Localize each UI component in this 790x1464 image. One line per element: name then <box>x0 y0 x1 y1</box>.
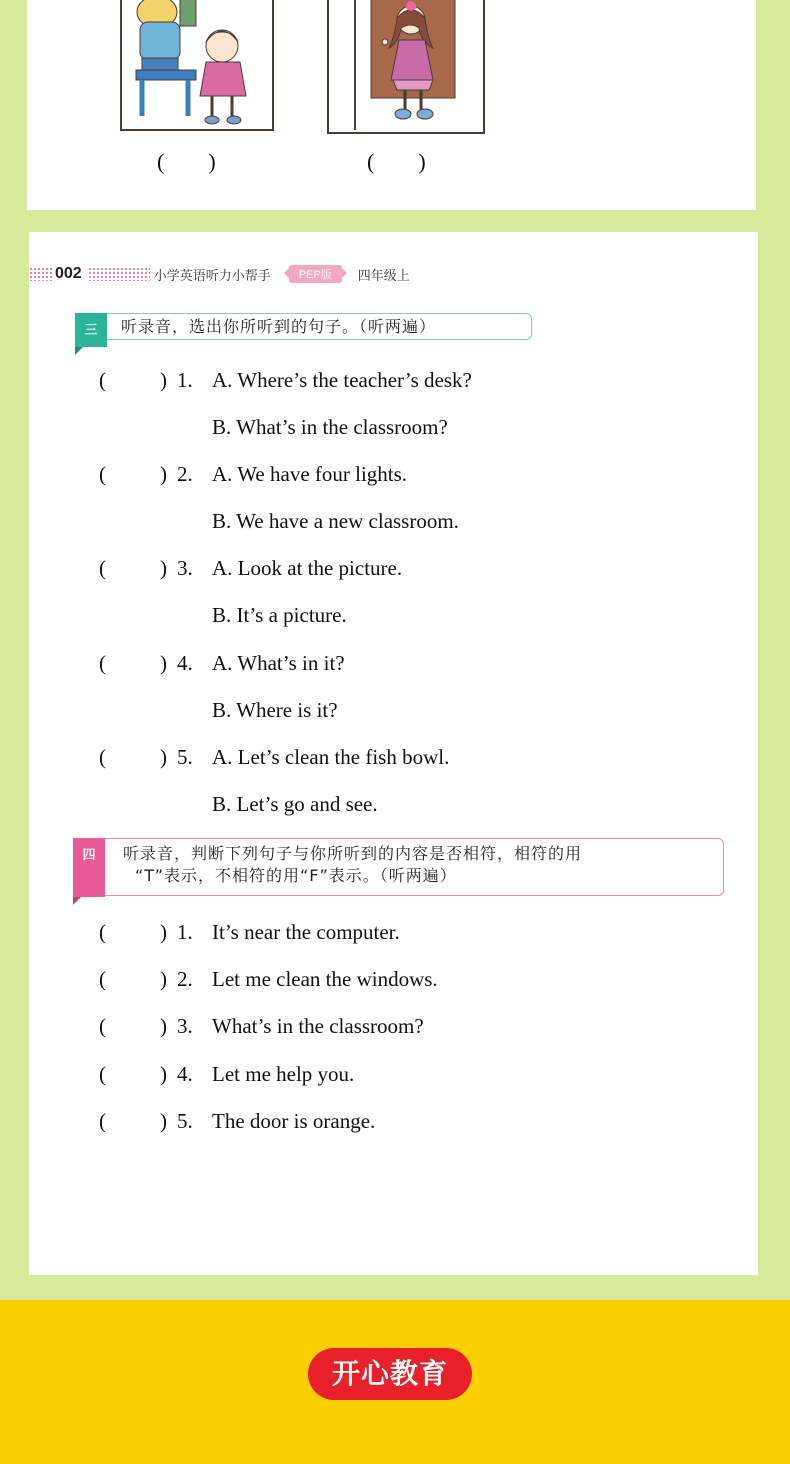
section-4-instruction-line-1: 听录音，判断下列句子与你所听到的内容是否相符，相符的用 <box>123 844 583 863</box>
option-text: A. Let’s clean the fish bowl. <box>212 745 450 769</box>
answer-paren-open[interactable]: ( <box>99 462 106 486</box>
worksheet-panel <box>29 232 758 1275</box>
question-number: 4. <box>177 651 193 675</box>
edition-badge: PEP版 <box>289 265 342 283</box>
option-text: B. Where is it? <box>212 698 338 722</box>
question-number: 2. <box>177 967 193 991</box>
question-row <box>29 648 758 678</box>
grade-label: 四年级上 <box>357 267 410 283</box>
question-row <box>29 1106 758 1136</box>
option-text: B. It’s a picture. <box>212 603 347 627</box>
answer-paren-open[interactable]: ( <box>99 745 106 769</box>
question-number: 1. <box>177 368 193 392</box>
answer-paren-close: ) <box>160 556 167 580</box>
question-number: 1. <box>177 920 193 944</box>
option-text: A. What’s in it? <box>212 651 345 675</box>
answer-paren-open[interactable]: ( <box>99 1062 106 1086</box>
question-number: 5. <box>177 1109 193 1133</box>
option-text: B. We have a new classroom. <box>212 509 459 533</box>
section-4-instruction <box>105 838 724 896</box>
answer-paren-close: ) <box>160 462 167 486</box>
page-header <box>29 264 410 284</box>
answer-paren-close: ) <box>160 967 167 991</box>
option-text: A. Look at the picture. <box>212 556 403 580</box>
statement-text: Let me clean the windows. <box>212 967 438 991</box>
answer-paren-open[interactable]: ( <box>99 967 106 991</box>
answer-paren-close: ) <box>160 651 167 675</box>
answer-paren-close: ) <box>160 1014 167 1038</box>
illustration-art <box>122 0 272 129</box>
answer-paren-close: ) <box>160 368 167 392</box>
illustration-boy-girl-wall <box>120 0 274 131</box>
question-row <box>29 742 758 772</box>
brand-logo: 开心教育 <box>308 1348 472 1400</box>
option-text: B. Let’s go and see. <box>212 792 378 816</box>
question-row <box>29 917 758 947</box>
question-row <box>29 553 758 583</box>
answer-paren-open[interactable]: ( <box>99 920 106 944</box>
question-number: 3. <box>177 556 193 580</box>
section-4-instruction-line-2: “T”表示，不相符的用“F”表示。（听两遍） <box>135 866 457 885</box>
footer-banner <box>0 1300 790 1464</box>
section-4-header <box>73 838 724 897</box>
question-row <box>29 695 758 725</box>
question-row <box>29 1059 758 1089</box>
section-4-tag: 四 <box>73 838 105 897</box>
page-number: 002 <box>55 265 82 282</box>
question-row <box>29 412 758 442</box>
answer-paren-open[interactable]: ( <box>99 556 106 580</box>
option-text: A. Where’s the teacher’s desk? <box>212 368 472 392</box>
answer-paren-close: ) <box>160 745 167 769</box>
top-panel <box>27 0 756 210</box>
section-3-tag: 三 <box>75 313 107 347</box>
answer-paren-close: ) <box>160 1062 167 1086</box>
statement-text: Let me help you. <box>212 1062 355 1086</box>
question-row <box>29 459 758 489</box>
answer-paren-close: ) <box>160 920 167 944</box>
decorative-dots <box>29 267 53 281</box>
answer-paren-close: ) <box>160 1109 167 1133</box>
illustration-art <box>329 0 483 132</box>
statement-text: What’s in the classroom? <box>212 1014 424 1038</box>
answer-paren-open[interactable]: ( <box>99 368 106 392</box>
answer-paren-open[interactable]: ( <box>99 1109 106 1133</box>
section-3-instruction: 听录音，选出你所听到的句子。（听两遍） <box>107 313 532 340</box>
question-number: 3. <box>177 1014 193 1038</box>
option-text: B. What’s in the classroom? <box>212 415 448 439</box>
question-row <box>29 506 758 536</box>
decorative-dots <box>88 267 150 281</box>
answer-paren-picture-1[interactable]: ( ) <box>157 149 216 174</box>
section-3-header <box>75 313 532 347</box>
question-row <box>29 600 758 630</box>
question-row <box>29 365 758 395</box>
answer-paren-open[interactable]: ( <box>99 651 106 675</box>
illustration-girl-door <box>327 0 485 134</box>
answer-paren-open[interactable]: ( <box>99 1014 106 1038</box>
question-row <box>29 964 758 994</box>
question-number: 4. <box>177 1062 193 1086</box>
statement-text: The door is orange. <box>212 1109 376 1133</box>
question-row <box>29 1011 758 1041</box>
book-title: 小学英语听力小帮手 <box>153 267 271 283</box>
statement-text: It’s near the computer. <box>212 920 400 944</box>
option-text: A. We have four lights. <box>212 462 408 486</box>
answer-paren-picture-2[interactable]: ( ) <box>367 149 426 174</box>
question-number: 5. <box>177 745 193 769</box>
question-number: 2. <box>177 462 193 486</box>
question-row <box>29 789 758 819</box>
